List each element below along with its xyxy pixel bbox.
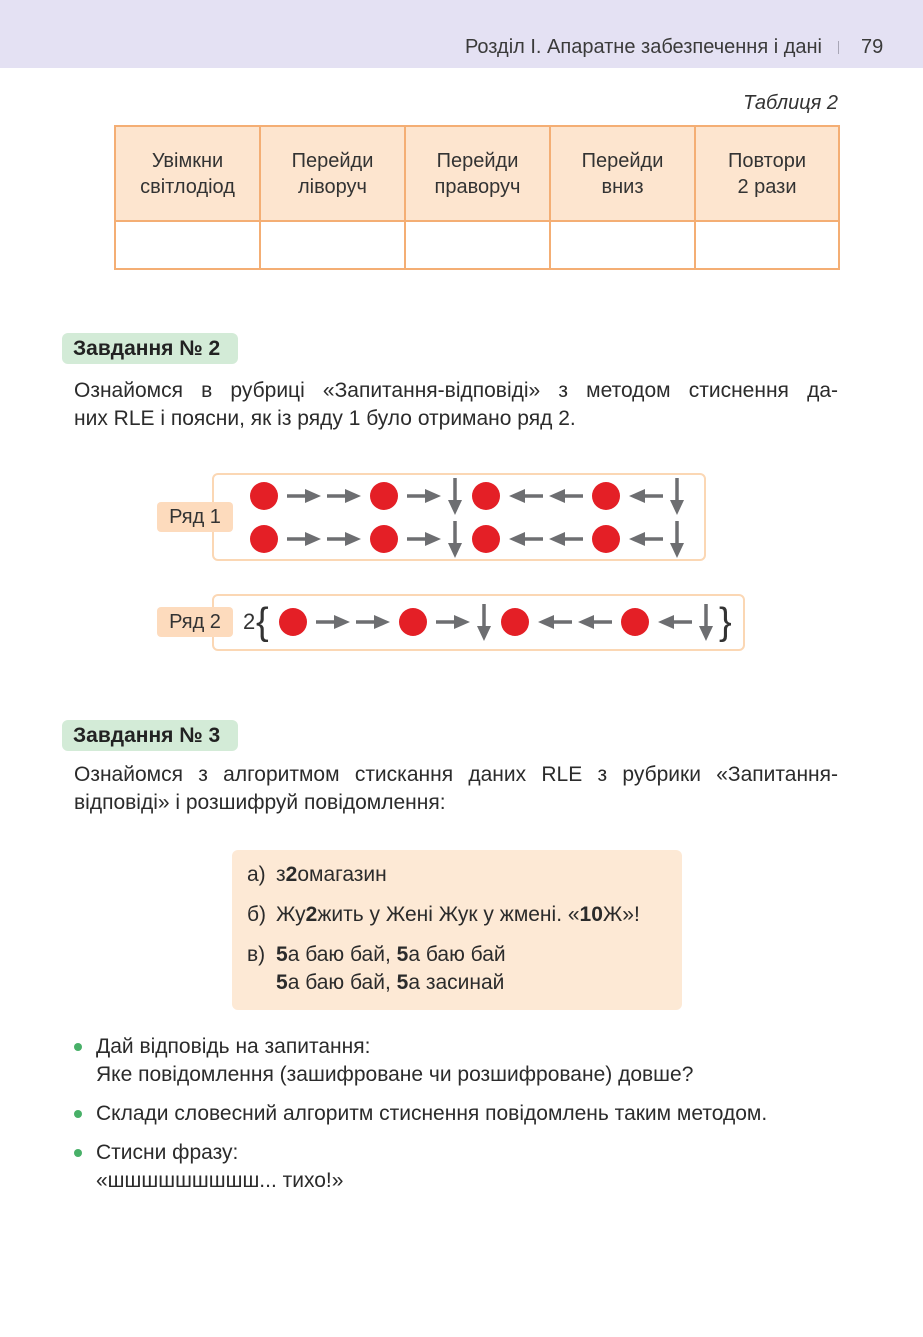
message-item bbox=[247, 901, 667, 929]
question-line: Яке повідомлення (зашифроване чи розшифроване) довше? bbox=[96, 1063, 694, 1086]
table-header-row bbox=[115, 126, 839, 221]
message-fragment: а баю бай, bbox=[287, 971, 397, 994]
header-line: Перейди bbox=[436, 149, 519, 172]
task3-paragraph bbox=[74, 761, 838, 817]
message-item bbox=[247, 941, 667, 997]
header-line: Перейди bbox=[581, 149, 664, 172]
message-text bbox=[276, 901, 640, 929]
question-list bbox=[74, 1033, 864, 1206]
repeat-count: 2 bbox=[285, 863, 298, 886]
row-2-multiplier: 2 bbox=[243, 609, 256, 634]
header-line: праворуч bbox=[434, 175, 521, 198]
bullet-icon bbox=[74, 1110, 82, 1118]
row-2-box bbox=[212, 594, 745, 651]
paragraph-line: них RLE і поясни, як із ряду 1 було отримано ряд 2. bbox=[74, 407, 576, 430]
question-item bbox=[74, 1139, 864, 1195]
paragraph-line: Ознайомся з алгоритмом стискання даних RLE з рубрики «Запитання- bbox=[74, 763, 838, 786]
message-fragment: а баю бай bbox=[408, 943, 506, 966]
header-line: 2 рази bbox=[737, 175, 797, 198]
message-label: в) bbox=[247, 943, 266, 966]
message-fragment: Ж»! bbox=[602, 903, 640, 926]
encoded-messages-box bbox=[232, 850, 682, 1010]
header-line: ліворуч bbox=[298, 175, 367, 198]
section-title: Розділ I. Апаратне забезпечення і дані bbox=[464, 36, 822, 58]
task2-badge: Завдання № 2 bbox=[62, 333, 238, 364]
message-label: б) bbox=[247, 903, 267, 926]
row-2-label: Ряд 2 bbox=[157, 607, 233, 637]
row-1-label: Ряд 1 bbox=[157, 502, 233, 532]
paragraph-line: Ознайомся в рубриці «Запитання-відповіді» з методом стиснення да- bbox=[74, 379, 838, 402]
message-fragment: а засинай bbox=[408, 971, 505, 994]
repeat-count: 5 bbox=[396, 943, 409, 966]
message-fragment: омагазин bbox=[297, 863, 387, 886]
bullet-icon bbox=[74, 1149, 82, 1157]
table-header-cell bbox=[115, 126, 260, 221]
message-line bbox=[276, 941, 506, 969]
question-line: Стисни фразу: bbox=[96, 1141, 239, 1164]
table-header-cell bbox=[695, 126, 839, 221]
repeat-count: 10 bbox=[579, 903, 603, 926]
repeat-count: 5 bbox=[396, 971, 409, 994]
paragraph-line: відповіді» і розшифруй повідомлення: bbox=[74, 791, 446, 814]
table-empty-cell bbox=[695, 221, 839, 269]
table-empty-cell bbox=[115, 221, 260, 269]
table-caption: Таблиця 2 bbox=[743, 92, 838, 114]
close-brace: } bbox=[719, 601, 732, 643]
message-line bbox=[276, 969, 506, 997]
header-divider bbox=[838, 41, 839, 54]
repeat-count: 5 bbox=[276, 971, 288, 994]
task2-paragraph bbox=[74, 377, 838, 433]
message-line bbox=[276, 861, 387, 889]
message-fragment: а баю бай, bbox=[287, 943, 397, 966]
table-header-cell bbox=[405, 126, 550, 221]
header-line: Увімкни bbox=[151, 149, 224, 172]
task3-badge: Завдання № 3 bbox=[62, 720, 238, 751]
message-fragment: з bbox=[276, 863, 286, 886]
table-answer-row bbox=[115, 221, 839, 269]
table-empty-cell bbox=[550, 221, 695, 269]
page-number: 79 bbox=[861, 36, 884, 58]
bullet-icon bbox=[74, 1043, 82, 1051]
question-line: Дай відповідь на запитання: bbox=[96, 1035, 371, 1058]
row-1-box bbox=[212, 473, 706, 561]
message-fragment: жить у Жені Жук у жмені. « bbox=[317, 903, 580, 926]
message-item bbox=[247, 861, 667, 889]
repeat-count: 5 bbox=[276, 943, 288, 966]
header-line: Повтори bbox=[727, 149, 807, 172]
table-header-cell bbox=[260, 126, 405, 221]
table-empty-cell bbox=[260, 221, 405, 269]
table-header-cell bbox=[550, 126, 695, 221]
header-line: Перейди bbox=[291, 149, 374, 172]
open-brace: { bbox=[256, 601, 269, 643]
question-line: Склади словесний алгоритм стиснення повідомлень таким методом. bbox=[96, 1102, 768, 1125]
message-line bbox=[276, 901, 640, 929]
message-label: а) bbox=[247, 863, 266, 886]
question-item bbox=[74, 1100, 864, 1128]
message-fragment: Жу bbox=[276, 903, 306, 926]
message-text bbox=[276, 861, 387, 889]
message-text bbox=[276, 941, 506, 997]
question-item bbox=[74, 1033, 864, 1089]
header-line: вниз bbox=[601, 175, 644, 198]
header-line: світлодіод bbox=[140, 175, 235, 198]
table-empty-cell bbox=[405, 221, 550, 269]
repeat-count: 2 bbox=[305, 903, 318, 926]
question-line: «шшшшшшшшш... тихо!» bbox=[96, 1169, 344, 1192]
commands-table bbox=[114, 125, 840, 270]
